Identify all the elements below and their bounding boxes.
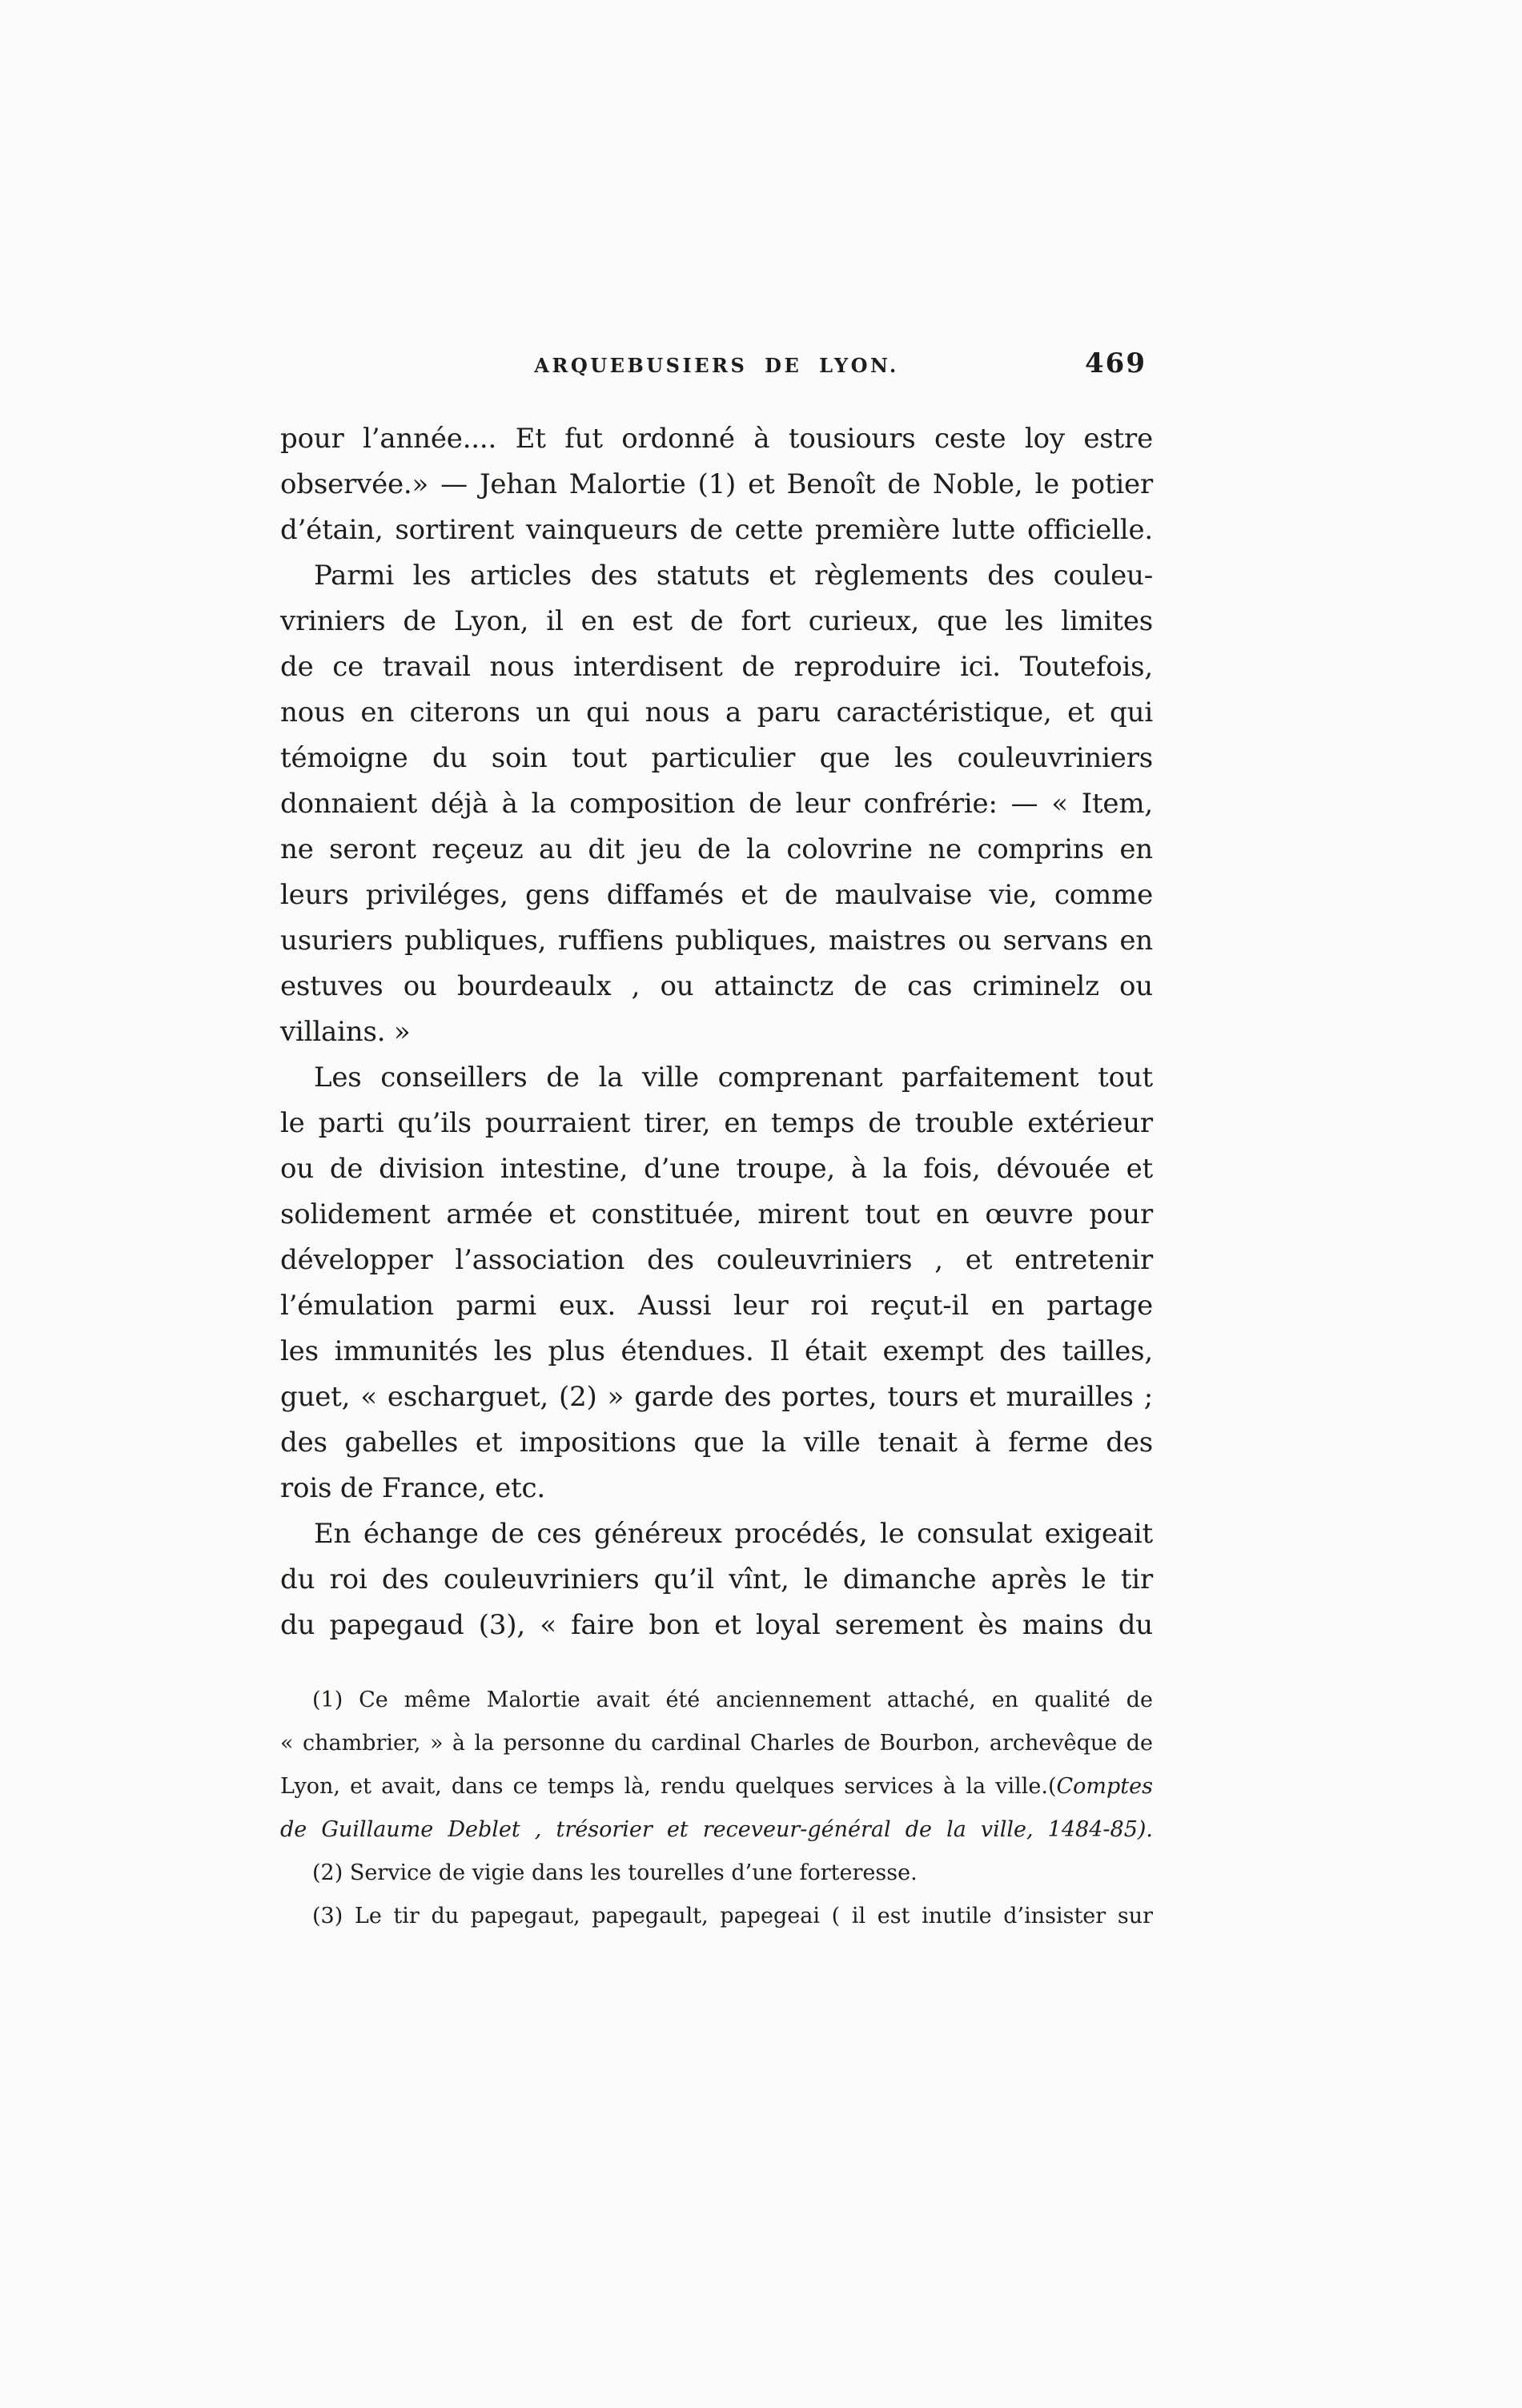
page-number: 469 — [1085, 347, 1147, 379]
text-line: Parmi les articles des statuts et règlements des couleu- — [314, 560, 1153, 592]
footnote-citation-italic: de Guillaume Deblet , trésorier et receveur-général de la ville, 1484-85). — [280, 1817, 1153, 1842]
text-line: villains. » — [280, 1016, 411, 1048]
footnote-line: « chambrier, » à la personne du cardinal Charles de Bourbon, archevêque de — [280, 1731, 1153, 1756]
text-line: l’émulation parmi eux. Aussi leur roi reçut-il en partage — [280, 1290, 1153, 1322]
text-block — [280, 347, 1153, 1938]
paragraph-4 — [280, 1511, 1153, 1648]
text-line: nous en citerons un qui nous a paru caractéristique, et qui — [280, 696, 1153, 728]
text-line: solidement armée et constituée, mirent tout en œuvre pour — [280, 1198, 1153, 1230]
text-line: ou de division intestine, d’une troupe, à la fois, dévouée et — [280, 1153, 1153, 1185]
footnote-text: Lyon, et avait, dans ce temps là, rendu quelques services à la ville.( — [280, 1774, 1057, 1799]
footnote-1 — [280, 1679, 1153, 1852]
footnote-3 — [280, 1895, 1153, 1938]
text-line: leurs priviléges, gens diffamés et de maulvaise vie, comme — [280, 879, 1153, 911]
text-line: guet, « escharguet, (2) » garde des portes, tours et murailles ; — [280, 1381, 1153, 1413]
text-line: des gabelles et impositions que la ville tenait à ferme des — [280, 1427, 1153, 1459]
footnote-line — [280, 1765, 1153, 1808]
page-body — [280, 416, 1153, 1648]
page-header — [280, 347, 1153, 386]
text-line: estuves ou bourdeaulx , ou attainctz de cas criminelz ou — [280, 970, 1153, 1002]
text-line: rois de France, etc. — [280, 1472, 545, 1504]
text-line: les immunités les plus étendues. Il était exempt des tailles, — [280, 1335, 1153, 1367]
paragraph-1 — [280, 416, 1153, 553]
footnote-citation-italic: Comptes — [1056, 1774, 1153, 1799]
text-line: d’étain, sortirent vainqueurs de cette première lutte officielle. — [280, 514, 1153, 546]
text-line: du roi des couleuvriniers qu’il vînt, le dimanche après le tir — [280, 1563, 1153, 1595]
footnotes-section — [280, 1679, 1153, 1938]
running-title: ARQUEBUSIERS DE LYON. — [534, 354, 899, 377]
footnote-line: (2) Service de vigie dans les tourelles d’une forteresse. — [312, 1860, 918, 1885]
text-line: ne seront reçeuz au dit jeu de la colovrine ne comprins en — [280, 833, 1153, 865]
text-line: observée.» — Jehan Malortie (1) et Benoît de Noble, le potier — [280, 468, 1153, 500]
text-line: de ce travail nous interdisent de reproduire ici. Toutefois, — [280, 651, 1153, 683]
text-line: témoigne du soin tout particulier que les couleuvriniers — [280, 742, 1153, 774]
footnote-line: (3) Le tir du papegaut, papegault, papegeai ( il est inutile d’insister sur — [312, 1904, 1153, 1928]
footnote-line: (1) Ce même Malortie avait été anciennement attaché, en qualité de — [312, 1688, 1153, 1712]
paragraph-3 — [280, 1055, 1153, 1511]
text-line: donnaient déjà à la composition de leur confrérie: — « Item, — [280, 788, 1153, 820]
paragraph-2 — [280, 553, 1153, 1055]
text-line: développer l’association des couleuvriniers , et entretenir — [280, 1244, 1153, 1276]
text-line: En échange de ces généreux procédés, le consulat exigeait — [314, 1518, 1153, 1550]
text-line: pour l’année.... Et fut ordonné à tousiours ceste loy estre — [280, 423, 1153, 455]
text-line: du papegaud (3), « faire bon et loyal serement ès mains du — [280, 1609, 1153, 1641]
footnote-2 — [280, 1852, 1153, 1895]
text-line: le parti qu’ils pourraient tirer, en temps de trouble extérieur — [280, 1107, 1153, 1139]
text-line: vriniers de Lyon, il en est de fort curieux, que les limites — [280, 605, 1153, 637]
text-line: usuriers publiques, ruffiens publiques, maistres ou servans en — [280, 925, 1153, 957]
text-line: Les conseillers de la ville comprenant parfaitement tout — [314, 1062, 1153, 1094]
